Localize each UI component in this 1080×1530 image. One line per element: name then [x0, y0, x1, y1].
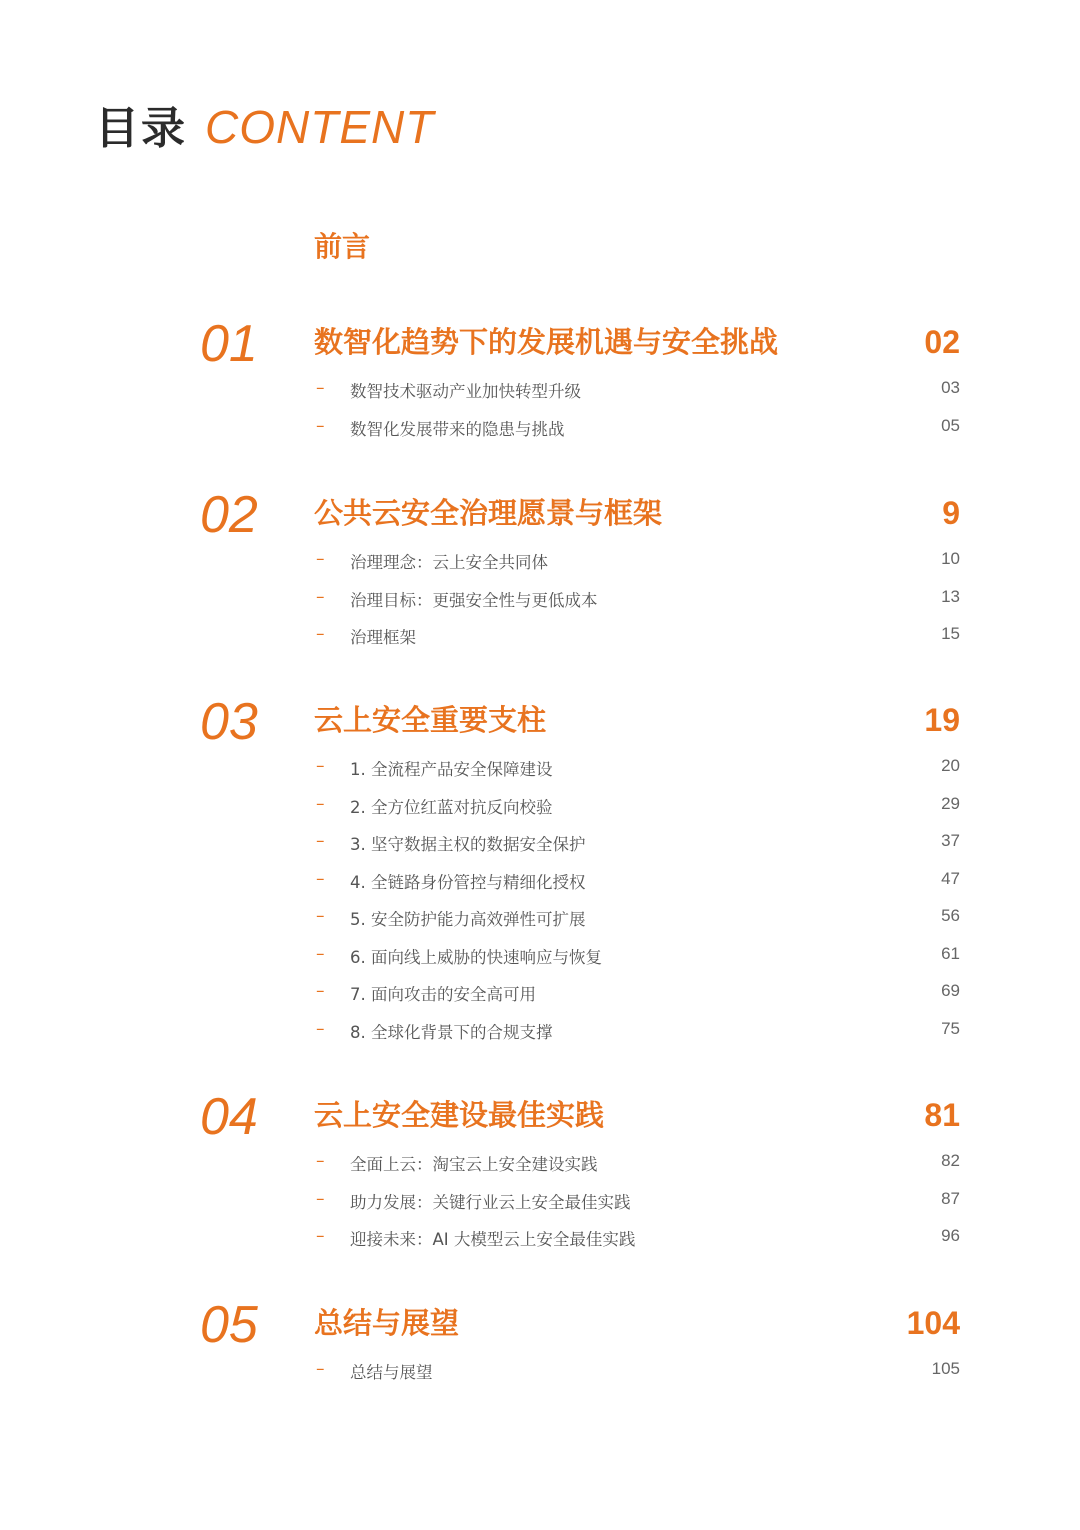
dash-bullet-icon: – — [316, 586, 325, 607]
toc-item-label: 7. 面向攻击的安全高可用 — [350, 985, 536, 1004]
toc-item-label: 5. 安全防护能力高效弹性可扩展 — [350, 910, 586, 929]
toc-item-page-number: 10 — [941, 549, 960, 568]
toc-item[interactable] — [0, 408, 1080, 446]
toc-item-label: 1. 全流程产品安全保障建设 — [350, 760, 553, 779]
dash-bullet-icon: – — [316, 1188, 325, 1209]
section-items — [0, 370, 1080, 445]
section-title[interactable]: 云上安全重要支柱 — [314, 703, 547, 737]
toc-item-label: 助力发展：关键行业云上安全最佳实践 — [350, 1192, 631, 1212]
toc-item[interactable] — [0, 898, 1080, 936]
toc-item-page-number: 13 — [941, 586, 960, 606]
toc-item[interactable] — [0, 786, 1080, 824]
toc-item-label: 治理框架 — [350, 628, 416, 647]
toc-item-page-number: 87 — [941, 1188, 960, 1208]
toc-item-page-number: 75 — [941, 1018, 960, 1038]
toc-item[interactable] — [0, 823, 1080, 861]
toc-item-page-number: 82 — [941, 1151, 960, 1170]
page-title-english: CONTENT — [205, 101, 435, 153]
section-page-number: 81 — [924, 1097, 960, 1133]
toc-item-page-number: 05 — [941, 415, 960, 435]
toc-item-page-number: 105 — [931, 1359, 960, 1378]
section-title[interactable]: 总结与展望 — [314, 1306, 460, 1340]
dash-bullet-icon: – — [316, 981, 325, 1001]
dash-bullet-icon: – — [316, 868, 325, 889]
toc-item-label: 治理目标：更强安全性与更低成本 — [350, 590, 598, 610]
dash-bullet-icon: – — [316, 943, 325, 964]
toc-item-page-number: 96 — [941, 1226, 960, 1245]
toc-item[interactable] — [0, 1143, 1080, 1181]
toc-item-page-number: 69 — [941, 981, 960, 1000]
section-page-number: 02 — [924, 324, 960, 360]
toc-item[interactable] — [0, 1181, 1080, 1219]
toc-item[interactable] — [0, 861, 1080, 899]
section-title[interactable]: 云上安全建设最佳实践 — [314, 1098, 605, 1132]
section-items — [0, 748, 1080, 1048]
toc-item-label: 8. 全球化背景下的合规支撑 — [350, 1022, 553, 1042]
dash-bullet-icon: – — [316, 906, 325, 926]
toc-item[interactable] — [0, 748, 1080, 786]
toc-item-label: 数智化发展带来的隐患与挑战 — [350, 419, 565, 439]
dash-bullet-icon: – — [316, 1359, 325, 1379]
section-number: 01 — [200, 315, 258, 373]
section-title[interactable]: 数智化趋势下的发展机遇与安全挑战 — [314, 325, 779, 359]
toc-item-page-number: 56 — [941, 906, 960, 925]
toc-item-page-number: 03 — [941, 378, 960, 397]
dash-bullet-icon: – — [316, 1018, 325, 1039]
section-number: 02 — [200, 486, 258, 544]
dash-bullet-icon: – — [316, 1151, 325, 1171]
toc-item[interactable] — [0, 541, 1080, 579]
toc-item[interactable] — [0, 1351, 1080, 1389]
toc-item-label: 总结与展望 — [350, 1363, 433, 1382]
toc-item-page-number: 15 — [941, 624, 960, 643]
toc-item[interactable] — [0, 1218, 1080, 1256]
dash-bullet-icon: – — [316, 1226, 325, 1246]
dash-bullet-icon: – — [316, 415, 325, 436]
page-title: 目录 — [95, 103, 187, 154]
dash-bullet-icon: – — [316, 549, 325, 569]
page-header — [95, 92, 434, 156]
toc-item[interactable] — [0, 973, 1080, 1011]
section-number: 03 — [200, 693, 258, 751]
section-page-number: 9 — [942, 495, 960, 531]
toc-item[interactable] — [0, 1011, 1080, 1049]
toc-item-label: 3. 坚守数据主权的数据安全保护 — [350, 835, 586, 854]
toc-item-label: 4. 全链路身份管控与精细化授权 — [350, 872, 586, 892]
toc-item-page-number: 47 — [941, 868, 960, 888]
dash-bullet-icon: – — [316, 756, 325, 776]
section-items — [0, 1351, 1080, 1389]
dash-bullet-icon: – — [316, 378, 325, 398]
toc-preface[interactable]: 前言 — [314, 230, 371, 263]
section-items — [0, 541, 1080, 654]
toc-item-page-number: 37 — [941, 831, 960, 850]
dash-bullet-icon: – — [316, 624, 325, 644]
toc-item-label: 2. 全方位红蓝对抗反向校验 — [350, 797, 553, 817]
toc-item[interactable] — [0, 936, 1080, 974]
toc-item[interactable] — [0, 616, 1080, 654]
dash-bullet-icon: – — [316, 793, 325, 814]
section-items — [0, 1143, 1080, 1256]
section-number: 05 — [200, 1296, 258, 1354]
dash-bullet-icon: – — [316, 831, 325, 851]
toc-item[interactable] — [0, 370, 1080, 408]
toc-item-page-number: 29 — [941, 793, 960, 813]
section-number: 04 — [200, 1088, 258, 1146]
toc-item-label: 迎接未来：AI 大模型云上安全最佳实践 — [350, 1230, 636, 1249]
toc-item-label: 治理理念：云上安全共同体 — [350, 553, 548, 572]
toc-item-label: 数智技术驱动产业加快转型升级 — [350, 382, 581, 401]
section-page-number: 19 — [924, 702, 960, 738]
toc-item-label: 全面上云：淘宝云上安全建设实践 — [350, 1155, 598, 1174]
section-title[interactable]: 公共云安全治理愿景与框架 — [314, 496, 663, 530]
toc-item-label: 6. 面向线上威胁的快速响应与恢复 — [350, 947, 602, 967]
toc-item-page-number: 61 — [941, 943, 960, 963]
toc-item[interactable] — [0, 579, 1080, 617]
section-page-number: 104 — [906, 1305, 960, 1341]
toc-item-page-number: 20 — [941, 756, 960, 775]
